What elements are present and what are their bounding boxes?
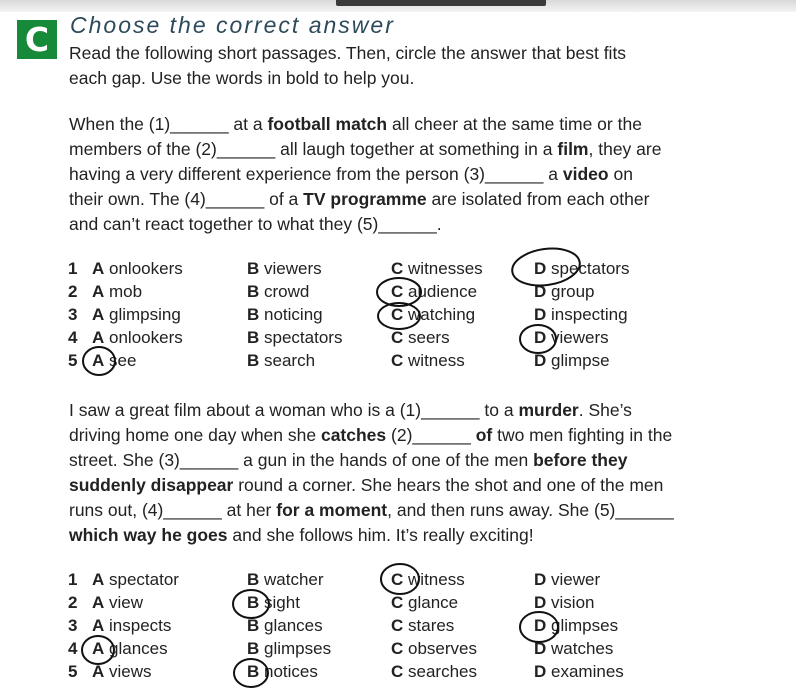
- option-d[interactable]: D glimpse: [534, 351, 610, 370]
- option-a[interactable]: A onlookers: [92, 328, 183, 347]
- option-c[interactable]: C observes: [391, 639, 477, 658]
- option-c[interactable]: C glance: [391, 593, 459, 612]
- option-c[interactable]: C witnesses: [391, 259, 483, 278]
- drag-handle[interactable]: [336, 0, 546, 6]
- top-bar: [0, 0, 796, 12]
- instructions: [69, 41, 626, 91]
- passage-2: [69, 398, 674, 548]
- passage-line: suddenly disappear round a corner. She hears the shot and one of the men: [69, 475, 664, 495]
- passage-line: When the (1)______ at a football match all cheer at the same time or the: [69, 114, 642, 134]
- option-b[interactable]: B spectators: [247, 328, 343, 347]
- passage-line: and can’t react together to what they (5)______.: [69, 214, 442, 234]
- option-c[interactable]: C audience: [391, 282, 478, 301]
- option-c[interactable]: C seers: [391, 328, 450, 347]
- option-d[interactable]: D viewer: [534, 570, 601, 589]
- instruction-line: Read the following short passages. Then, circle the answer that best fits: [69, 43, 627, 63]
- option-b[interactable]: B sight: [247, 593, 300, 612]
- option-b[interactable]: B watcher: [247, 570, 324, 589]
- passage-line: their own. The (4)______ of a TV programme are isolated from each other: [69, 189, 650, 209]
- section-badge: C: [17, 20, 57, 59]
- option-a[interactable]: A view: [92, 593, 144, 612]
- option-c[interactable]: C witness: [391, 570, 465, 589]
- option-d[interactable]: D watches: [534, 639, 614, 658]
- option-d[interactable]: D glimpses: [534, 616, 619, 635]
- option-b[interactable]: B glances: [247, 616, 323, 635]
- option-b[interactable]: B noticing: [247, 305, 323, 324]
- option-c[interactable]: C witness: [391, 351, 465, 370]
- option-c[interactable]: C watching: [391, 305, 476, 324]
- option-c[interactable]: C searches: [391, 662, 477, 681]
- option-d[interactable]: D vision: [534, 593, 595, 612]
- option-a[interactable]: A glimpsing: [92, 305, 181, 324]
- option-a[interactable]: A inspects: [92, 616, 172, 635]
- option-d[interactable]: D group: [534, 282, 595, 301]
- section-title: Choose the correct answer: [70, 12, 395, 38]
- passage-1: [69, 112, 661, 237]
- passage-line: I saw a great film about a woman who is a (1)______ to a murder. She’s: [69, 400, 632, 420]
- option-a[interactable]: A mob: [92, 282, 143, 301]
- option-d[interactable]: D spectators: [534, 259, 630, 278]
- passage-line: members of the (2)______ all laugh together at something in a film, they are: [69, 139, 662, 159]
- option-b[interactable]: B viewers: [247, 259, 322, 278]
- option-a[interactable]: A views: [92, 662, 152, 681]
- instruction-line: each gap. Use the words in bold to help you.: [69, 68, 415, 88]
- option-d[interactable]: D viewers: [534, 328, 609, 347]
- passage-line: street. She (3)______ a gun in the hands of one of the men before they: [69, 450, 628, 470]
- option-a[interactable]: A see: [92, 351, 137, 370]
- option-b[interactable]: B notices: [247, 662, 318, 681]
- passage-line: which way he goes and she follows him. It’s really exciting!: [69, 525, 534, 545]
- option-b[interactable]: B search: [247, 351, 316, 370]
- option-a[interactable]: A onlookers: [92, 259, 183, 278]
- option-a[interactable]: A glances: [92, 639, 168, 658]
- option-b[interactable]: B glimpses: [247, 639, 332, 658]
- passage-line: having a very different experience from the person (3)______ a video on: [69, 164, 633, 184]
- option-b[interactable]: B crowd: [247, 282, 310, 301]
- passage-line: runs out, (4)______ at her for a moment, and then runs away. She (5)______: [69, 500, 674, 520]
- passage-line: driving home one day when she catches (2)______ of two men fighting in the: [69, 425, 673, 445]
- option-c[interactable]: C stares: [391, 616, 455, 635]
- option-d[interactable]: D inspecting: [534, 305, 628, 324]
- option-d[interactable]: D examines: [534, 662, 624, 681]
- option-a[interactable]: A spectator: [92, 570, 179, 589]
